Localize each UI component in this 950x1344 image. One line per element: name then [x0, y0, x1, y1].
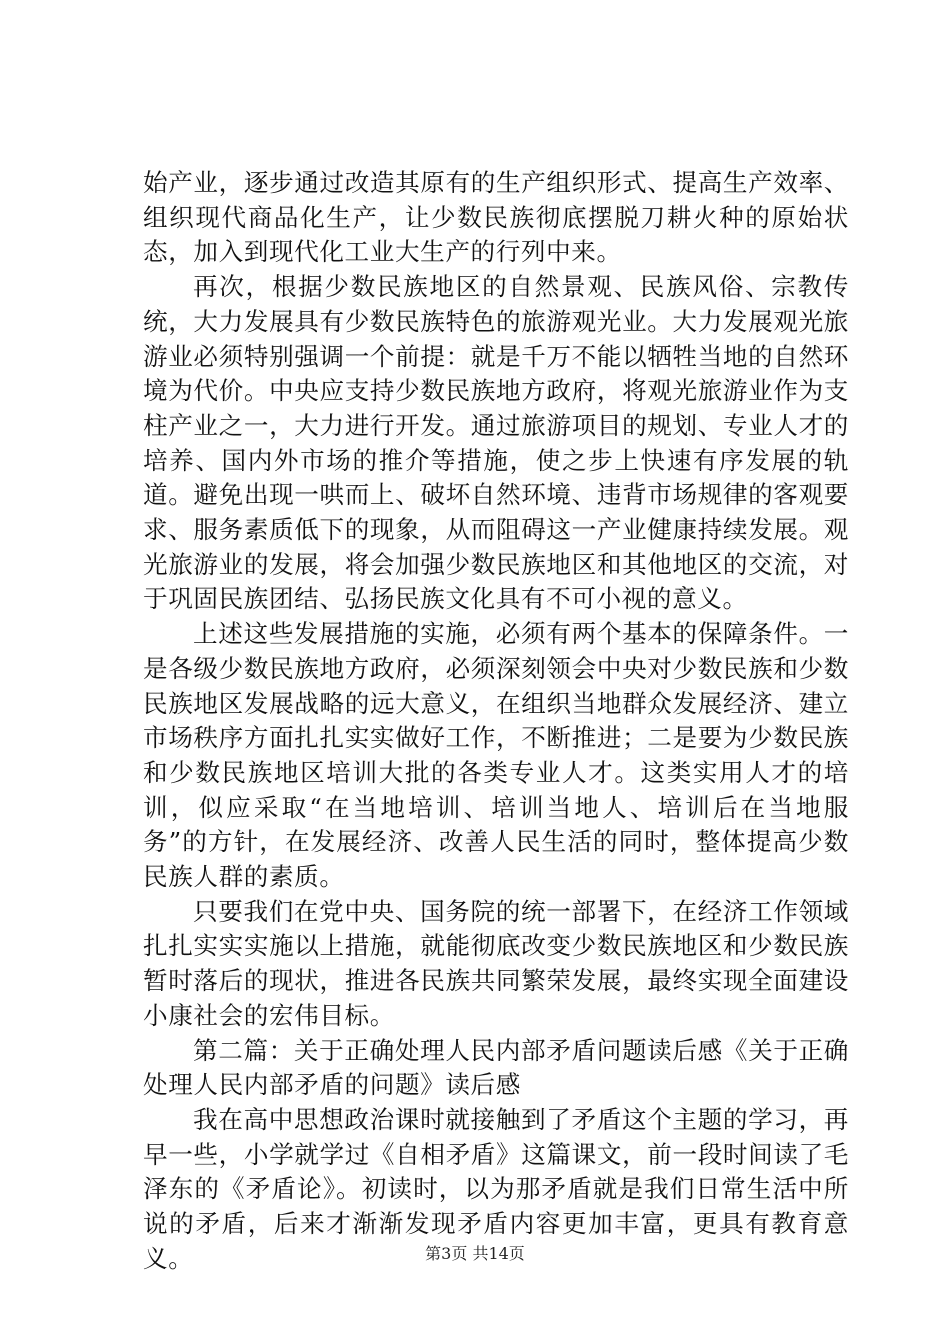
paragraph-tourism: 再次，根据少数民族地区的自然景观、民族风俗、宗教传统，大力发展具有少数民族特色的旅游观光业。大力发展观光旅游业必须特别强调一个前提：就是千万不能以牺牲当地的自然环境为代价。中央应支持少数民族地方政府，将观光旅游业作为支柱产业之一，大力进行开发。通过旅游项目的规划、专业人才的培养、国内外市场的推介等措施，使之步上快速有序发展的轨道。避免出现一哄而上、破坏自然环境、违背市场规律的客观要求、服务素质低下的现象，从而阻碍这一产业健康持续发展。观光旅游业的发展，将会加强少数民族地区和其他地区的交流，对于巩固民族团结、弘扬民族文化具有不可小视的意义。	[143, 272, 849, 614]
paragraph-reading-notes: 我在高中思想政治课时就接触到了矛盾这个主题的学习，再早一些，小学就学过《自相矛盾》这篇课文，前一段时间读了毛泽东的《矛盾论》。初读时，以为那矛盾就是我们日常生活中所说的矛盾，后来才渐渐发现矛盾内容更加丰富，更具有教育意义。	[143, 1104, 849, 1273]
paragraph-conclusion: 只要我们在党中央、国务院的统一部署下，在经济工作领域扎扎实实实施以上措施，就能彻底改变少数民族地区和少数民族暂时落后的现状，推进各民族共同繁荣发展，最终实现全面建设小康社会的宏伟目标。	[143, 896, 849, 1030]
section-heading-part-two: 第二篇：关于正确处理人民内部矛盾问题读后感《关于正确处理人民内部矛盾的问题》读后感	[143, 1035, 849, 1100]
paragraph-conditions: 上述这些发展措施的实施，必须有两个基本的保障条件。一是各级少数民族地方政府，必须深刻领会中央对少数民族和少数民族地区发展战略的远大意义，在组织当地群众发展经济、建立市场秩序方面扎扎实实做好工作，不断推进；二是要为少数民族和少数民族地区培训大批的各类专业人才。这类实用人才的培训，似应采取“在当地培训、培训当地人、培训后在当地服务”的方针，在发展经济、改善人民生活的同时，整体提高少数民族人群的素质。	[143, 619, 849, 892]
page-number-footer: 第3页 共14页	[425, 1244, 525, 1263]
document-body	[143, 166, 849, 1277]
paragraph-continuation: 始产业，逐步通过改造其原有的生产组织形式、提高生产效率、组织现代商品化生产，让少数民族彻底摆脱刀耕火种的原始状态，加入到现代化工业大生产的行列中来。	[143, 168, 849, 267]
